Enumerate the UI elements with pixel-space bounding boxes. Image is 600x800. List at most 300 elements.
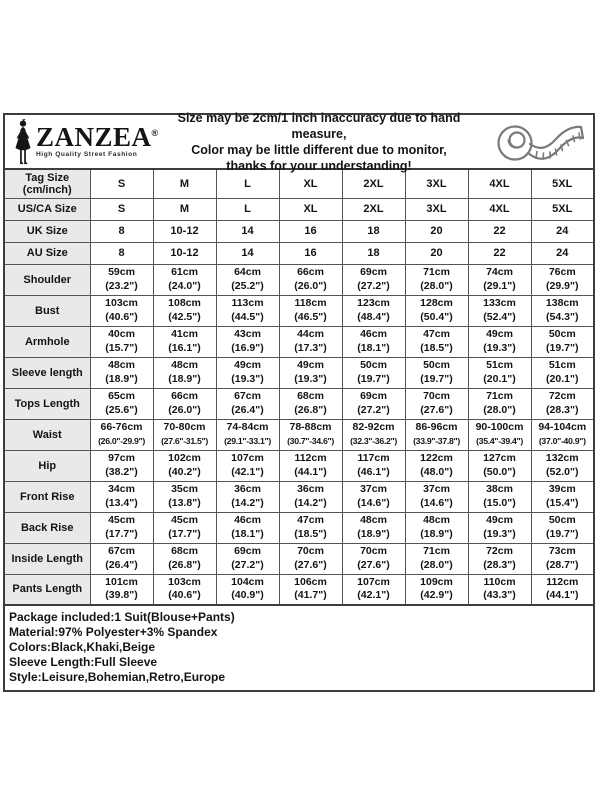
value-inch: (46.5") — [294, 310, 327, 323]
value-inch: (25.6") — [105, 403, 138, 416]
size-cell: XL — [279, 198, 342, 220]
measurement-cell — [90, 326, 153, 357]
value-cm: 50cm — [360, 359, 387, 371]
measurement-cell — [279, 450, 342, 481]
value-cm: 113cm — [231, 297, 264, 309]
size-cell: 22 — [468, 220, 531, 242]
size-table — [3, 168, 595, 606]
row-label — [4, 264, 90, 295]
tape-block — [485, 117, 593, 167]
value-inch: (41.7") — [294, 589, 327, 602]
value-cm: 90-100cm — [475, 421, 524, 433]
footer-line: Colors:Black,Khaki,Beige — [9, 640, 156, 654]
value-inch: (33.9"-37.8") — [413, 435, 460, 446]
value-cm: 123cm — [357, 297, 390, 309]
measurement-cell — [153, 543, 216, 574]
value-cm: 69cm — [360, 266, 387, 278]
measurement-cell — [216, 264, 279, 295]
value-inch: (19.3") — [294, 372, 327, 385]
measurement-cell — [216, 357, 279, 388]
header-box — [3, 110, 595, 173]
size-cell: 4XL — [468, 198, 531, 220]
measurement-cell — [216, 326, 279, 357]
row-label-text: Tag Size — [25, 171, 70, 184]
value-inch: (40.6") — [105, 310, 138, 323]
value-inch: (19.7") — [420, 372, 453, 385]
value-inch: (38.2") — [105, 465, 138, 478]
measurement-cell — [342, 512, 405, 543]
measurement-cell — [531, 357, 594, 388]
measurement-row — [4, 264, 594, 295]
size-cell: 5XL — [531, 169, 594, 198]
value-inch: (14.6") — [420, 496, 453, 509]
value-cm: 103cm — [105, 297, 138, 309]
value-cm: 128cm — [420, 297, 453, 309]
row-label — [4, 220, 90, 242]
measurement-cell — [279, 357, 342, 388]
brand-logo — [5, 119, 159, 165]
value-cm: 127cm — [483, 452, 516, 464]
row-label — [4, 198, 90, 220]
size-cell: 16 — [279, 242, 342, 264]
size-cell: 3XL — [405, 169, 468, 198]
row-label — [4, 543, 90, 574]
measurement-cell — [90, 419, 153, 450]
size-cell: 10-12 — [153, 242, 216, 264]
value-inch: (52.0") — [546, 465, 579, 478]
row-label — [4, 450, 90, 481]
size-cell: 3XL — [405, 198, 468, 220]
measurement-cell — [153, 419, 216, 450]
value-inch: (28.0") — [420, 279, 453, 292]
measurement-cell — [405, 543, 468, 574]
measurement-cell — [279, 419, 342, 450]
measurement-row — [4, 295, 594, 326]
value-inch: (16.1") — [168, 341, 201, 354]
value-cm: 132cm — [545, 452, 579, 464]
value-cm: 122cm — [420, 452, 453, 464]
row-label-text: Armhole — [24, 335, 70, 348]
value-inch: (40.6") — [168, 589, 201, 602]
measurement-cell — [405, 326, 468, 357]
measurement-cell — [405, 419, 468, 450]
value-inch: (23.2") — [105, 279, 138, 292]
value-cm: 70cm — [360, 545, 387, 557]
value-cm: 34cm — [108, 483, 135, 495]
value-cm: 108cm — [168, 297, 201, 309]
value-inch: (14.2") — [231, 496, 264, 509]
value-inch: (15.7") — [105, 341, 138, 354]
measurement-cell — [153, 574, 216, 605]
value-cm: 68cm — [297, 390, 324, 402]
measurement-cell — [216, 419, 279, 450]
value-cm: 112cm — [546, 575, 579, 588]
measurement-cell — [468, 357, 531, 388]
measurement-cell — [153, 481, 216, 512]
measurement-cell — [216, 450, 279, 481]
value-cm: 71cm — [423, 266, 450, 278]
measurement-cell — [342, 295, 405, 326]
size-cell: 8 — [90, 220, 153, 242]
value-inch: (26.4") — [105, 558, 138, 571]
value-inch: (28.0") — [483, 403, 516, 416]
measurement-cell — [279, 512, 342, 543]
value-cm: 49cm — [486, 328, 513, 340]
value-cm: 38cm — [486, 483, 513, 495]
row-label — [4, 481, 90, 512]
size-cell: 4XL — [468, 169, 531, 198]
size-cell: 10-12 — [153, 220, 216, 242]
disclaimer-line-3: thanks for your understanding! — [226, 158, 412, 173]
size-cell: S — [90, 198, 153, 220]
measurement-cell — [216, 481, 279, 512]
measurement-cell — [153, 512, 216, 543]
value-cm: 48cm — [171, 359, 198, 371]
value-cm: 106cm — [294, 575, 327, 588]
value-inch: (29.1") — [483, 279, 516, 292]
value-inch: (26.0") — [294, 279, 327, 292]
size-cell: L — [216, 198, 279, 220]
size-cell: 14 — [216, 242, 279, 264]
value-cm: 35cm — [171, 483, 198, 495]
value-inch: (25.2") — [231, 279, 264, 292]
measurement-cell — [342, 419, 405, 450]
measurement-row — [4, 450, 594, 481]
measurement-cell — [216, 574, 279, 605]
value-inch: (54.3") — [546, 310, 579, 323]
measurement-cell — [90, 481, 153, 512]
measurement-cell — [90, 450, 153, 481]
measurement-cell — [531, 481, 594, 512]
size-cell: 20 — [405, 220, 468, 242]
measurement-cell — [153, 357, 216, 388]
size-row — [4, 220, 594, 242]
value-inch: (17.7") — [168, 527, 201, 540]
value-inch: (29.1"-33.1") — [224, 435, 271, 446]
value-cm: 46cm — [360, 328, 387, 340]
measurement-cell — [531, 419, 594, 450]
value-cm: 71cm — [486, 390, 513, 402]
value-inch: (42.9") — [420, 589, 453, 602]
measurement-cell — [342, 326, 405, 357]
measurement-cell — [405, 450, 468, 481]
value-inch: (19.3") — [231, 372, 264, 385]
value-cm: 43cm — [234, 328, 261, 340]
row-label — [4, 242, 90, 264]
row-label-text: AU Size — [26, 247, 68, 259]
measurement-cell — [531, 388, 594, 419]
measurement-cell — [468, 512, 531, 543]
value-cm: 104cm — [231, 575, 264, 588]
row-label — [4, 388, 90, 419]
value-cm: 47cm — [423, 328, 450, 340]
value-inch: (28.3") — [546, 403, 579, 416]
value-inch: (26.0"-29.9") — [98, 435, 145, 446]
value-cm: 73cm — [548, 545, 576, 557]
row-label — [4, 357, 90, 388]
size-cell: 16 — [279, 220, 342, 242]
value-inch: (42.1") — [231, 465, 264, 478]
row-label-text: Waist — [32, 428, 62, 441]
size-row — [4, 242, 594, 264]
value-cm: 67cm — [108, 545, 135, 557]
measurement-cell — [468, 295, 531, 326]
measurement-cell — [342, 264, 405, 295]
value-cm: 36cm — [297, 483, 324, 495]
value-cm: 51cm — [486, 359, 513, 371]
value-inch: (50.0") — [483, 465, 516, 478]
measurement-cell — [279, 326, 342, 357]
measurement-cell — [405, 295, 468, 326]
size-cell: 18 — [342, 242, 405, 264]
size-cell: 24 — [531, 242, 594, 264]
value-inch: (18.1") — [231, 527, 264, 540]
measurement-cell — [216, 388, 279, 419]
measurement-cell — [90, 264, 153, 295]
size-cell: M — [153, 198, 216, 220]
value-cm: 118cm — [294, 297, 327, 309]
value-inch: (27.2") — [231, 558, 264, 571]
size-cell: 2XL — [342, 198, 405, 220]
value-cm: 45cm — [171, 514, 198, 526]
value-cm: 102cm — [168, 452, 201, 464]
value-inch: (44.5") — [231, 310, 264, 323]
value-cm: 117cm — [357, 452, 390, 464]
row-label-text: US/CA Size — [17, 203, 77, 215]
measurement-cell — [468, 264, 531, 295]
size-cell: 8 — [90, 242, 153, 264]
value-inch: (24.0") — [168, 279, 201, 292]
measurement-cell — [153, 450, 216, 481]
measurement-row — [4, 481, 594, 512]
measurement-cell — [531, 574, 594, 605]
measurement-cell — [216, 295, 279, 326]
value-cm: 69cm — [360, 390, 387, 402]
measurement-cell — [216, 512, 279, 543]
row-label — [4, 295, 90, 326]
disclaimer-line-1: Size may be 2cm/1 inch inaccuracy due to hand measure, — [177, 110, 461, 141]
value-inch: (28.7") — [546, 558, 579, 571]
measurement-row — [4, 419, 594, 450]
measurement-cell — [531, 512, 594, 543]
brand-tagline: High Quality Street Fashion — [36, 151, 138, 159]
measurement-cell — [342, 388, 405, 419]
measurement-cell — [90, 574, 153, 605]
value-cm: 138cm — [545, 297, 579, 309]
value-cm: 112cm — [294, 452, 327, 464]
value-cm: 44cm — [297, 328, 324, 340]
measurement-cell — [531, 264, 594, 295]
value-cm: 66cm — [297, 266, 324, 278]
value-cm: 47cm — [297, 514, 324, 526]
measurement-row — [4, 574, 594, 605]
value-cm: 68cm — [171, 545, 198, 557]
row-label — [4, 512, 90, 543]
measurement-cell — [216, 543, 279, 574]
value-inch: (26.8") — [168, 558, 201, 571]
value-cm: 70-80cm — [163, 421, 206, 433]
measurement-cell — [342, 574, 405, 605]
value-cm: 66cm — [171, 390, 198, 402]
value-inch: (48.0") — [420, 465, 453, 478]
value-cm: 78-88cm — [289, 421, 332, 433]
value-cm: 70cm — [297, 545, 324, 557]
value-cm: 74cm — [486, 266, 513, 278]
size-chart-sheet — [3, 110, 595, 692]
value-cm: 71cm — [423, 545, 450, 557]
value-cm: 76cm — [548, 266, 576, 278]
value-inch: (16.9") — [231, 341, 264, 354]
value-inch: (27.6") — [420, 403, 453, 416]
value-cm: 45cm — [108, 514, 135, 526]
row-label-text: UK Size — [26, 225, 68, 237]
value-inch: (27.6"-31.5") — [161, 435, 208, 446]
brand-text — [36, 124, 159, 159]
value-inch: (27.6") — [294, 558, 327, 571]
value-inch: (18.1") — [357, 341, 390, 354]
row-label-text: Pants Length — [12, 583, 83, 596]
value-cm: 109cm — [420, 575, 453, 588]
measurement-cell — [405, 481, 468, 512]
value-cm: 37cm — [360, 483, 387, 495]
value-inch: (13.8") — [168, 496, 201, 509]
measurement-cell — [468, 450, 531, 481]
size-cell: 24 — [531, 220, 594, 242]
value-cm: 48cm — [423, 514, 450, 526]
value-inch: (46.1") — [357, 465, 390, 478]
value-cm: 72cm — [548, 390, 576, 402]
measurement-cell — [531, 450, 594, 481]
value-cm: 61cm — [171, 266, 198, 278]
value-inch: (29.9") — [546, 279, 579, 292]
value-cm: 72cm — [486, 545, 513, 557]
value-inch: (18.9") — [357, 527, 390, 540]
measurement-cell — [342, 543, 405, 574]
value-cm: 94-104cm — [538, 421, 587, 433]
value-inch: (28.3") — [483, 558, 516, 571]
value-inch: (15.0") — [483, 496, 516, 509]
measurement-cell — [531, 543, 594, 574]
row-label-text: Tops Length — [14, 397, 80, 410]
value-inch: (28.0") — [420, 558, 453, 571]
value-inch: (19.3") — [483, 527, 516, 540]
value-cm: 69cm — [234, 545, 261, 557]
value-inch: (14.2") — [294, 496, 327, 509]
measurement-cell — [279, 481, 342, 512]
value-inch: (27.6") — [357, 558, 390, 571]
value-cm: 49cm — [486, 514, 513, 526]
value-cm: 97cm — [108, 452, 135, 464]
measurement-row — [4, 512, 594, 543]
value-cm: 50cm — [548, 328, 576, 340]
value-inch: (44.1") — [294, 465, 327, 478]
measurement-cell — [405, 357, 468, 388]
value-inch: (27.2") — [357, 403, 390, 416]
value-cm: 101cm — [105, 575, 138, 588]
measurement-cell — [279, 295, 342, 326]
row-label-text: Bust — [35, 304, 60, 317]
value-inch: (40.9") — [231, 589, 264, 602]
value-inch: (18.9") — [168, 372, 201, 385]
value-inch: (19.7") — [546, 527, 579, 540]
value-cm: 49cm — [234, 359, 261, 371]
value-cm: 86-96cm — [415, 421, 458, 433]
measurement-cell — [90, 295, 153, 326]
value-cm: 41cm — [171, 328, 198, 340]
value-inch: (30.7"-34.6") — [287, 435, 334, 446]
value-cm: 107cm — [231, 452, 264, 464]
size-table-body — [4, 169, 594, 605]
size-cell: 22 — [468, 242, 531, 264]
value-inch: (37.0"-40.9") — [538, 435, 586, 446]
measurement-cell — [468, 574, 531, 605]
measurement-cell — [342, 450, 405, 481]
size-cell: 14 — [216, 220, 279, 242]
measurement-cell — [468, 326, 531, 357]
value-cm: 37cm — [423, 483, 450, 495]
footer-notes — [3, 604, 595, 692]
value-cm: 59cm — [108, 266, 135, 278]
measurement-cell — [405, 264, 468, 295]
value-inch: (18.5") — [294, 527, 327, 540]
row-label-text: Hip — [38, 459, 57, 472]
value-inch: (50.4") — [420, 310, 453, 323]
value-cm: 36cm — [234, 483, 261, 495]
value-inch: (26.8") — [294, 403, 327, 416]
row-label — [4, 419, 90, 450]
size-cell: 18 — [342, 220, 405, 242]
woman-silhouette-icon — [10, 119, 34, 165]
measurement-cell — [342, 357, 405, 388]
measurement-cell — [342, 481, 405, 512]
value-cm: 65cm — [108, 390, 135, 402]
measurement-cell — [405, 388, 468, 419]
value-inch: (39.8") — [105, 589, 138, 602]
measurement-row — [4, 388, 594, 419]
value-inch: (17.3") — [294, 341, 327, 354]
value-inch: (26.0") — [168, 403, 201, 416]
measuring-tape-icon — [492, 117, 586, 167]
value-cm: 133cm — [483, 297, 516, 309]
size-row — [4, 198, 594, 220]
measurement-row — [4, 543, 594, 574]
value-cm: 48cm — [108, 359, 135, 371]
value-cm: 64cm — [234, 266, 261, 278]
measurement-cell — [468, 543, 531, 574]
value-cm: 50cm — [423, 359, 450, 371]
brand-name: ZANZEA® — [36, 122, 159, 153]
value-cm: 82-92cm — [352, 421, 395, 433]
value-inch: (42.1") — [357, 589, 390, 602]
size-cell: XL — [279, 169, 342, 198]
measurement-cell — [153, 388, 216, 419]
value-cm: 70cm — [423, 390, 450, 402]
value-inch: (19.7") — [357, 372, 390, 385]
row-label — [4, 574, 90, 605]
value-inch: (43.3") — [483, 589, 516, 602]
value-inch: (20.1") — [546, 372, 579, 385]
measurement-cell — [153, 295, 216, 326]
value-inch: (32.3"-36.2") — [350, 435, 397, 446]
size-cell: L — [216, 169, 279, 198]
size-cell: M — [153, 169, 216, 198]
measurement-cell — [405, 574, 468, 605]
footer-line: Material:97% Polyester+3% Spandex — [9, 625, 218, 639]
footer-line: Package included:1 Suit(Blouse+Pants) — [9, 610, 235, 624]
value-cm: 50cm — [548, 514, 576, 526]
value-inch: (19.7") — [546, 341, 579, 354]
row-label-text: Front Rise — [20, 490, 75, 503]
